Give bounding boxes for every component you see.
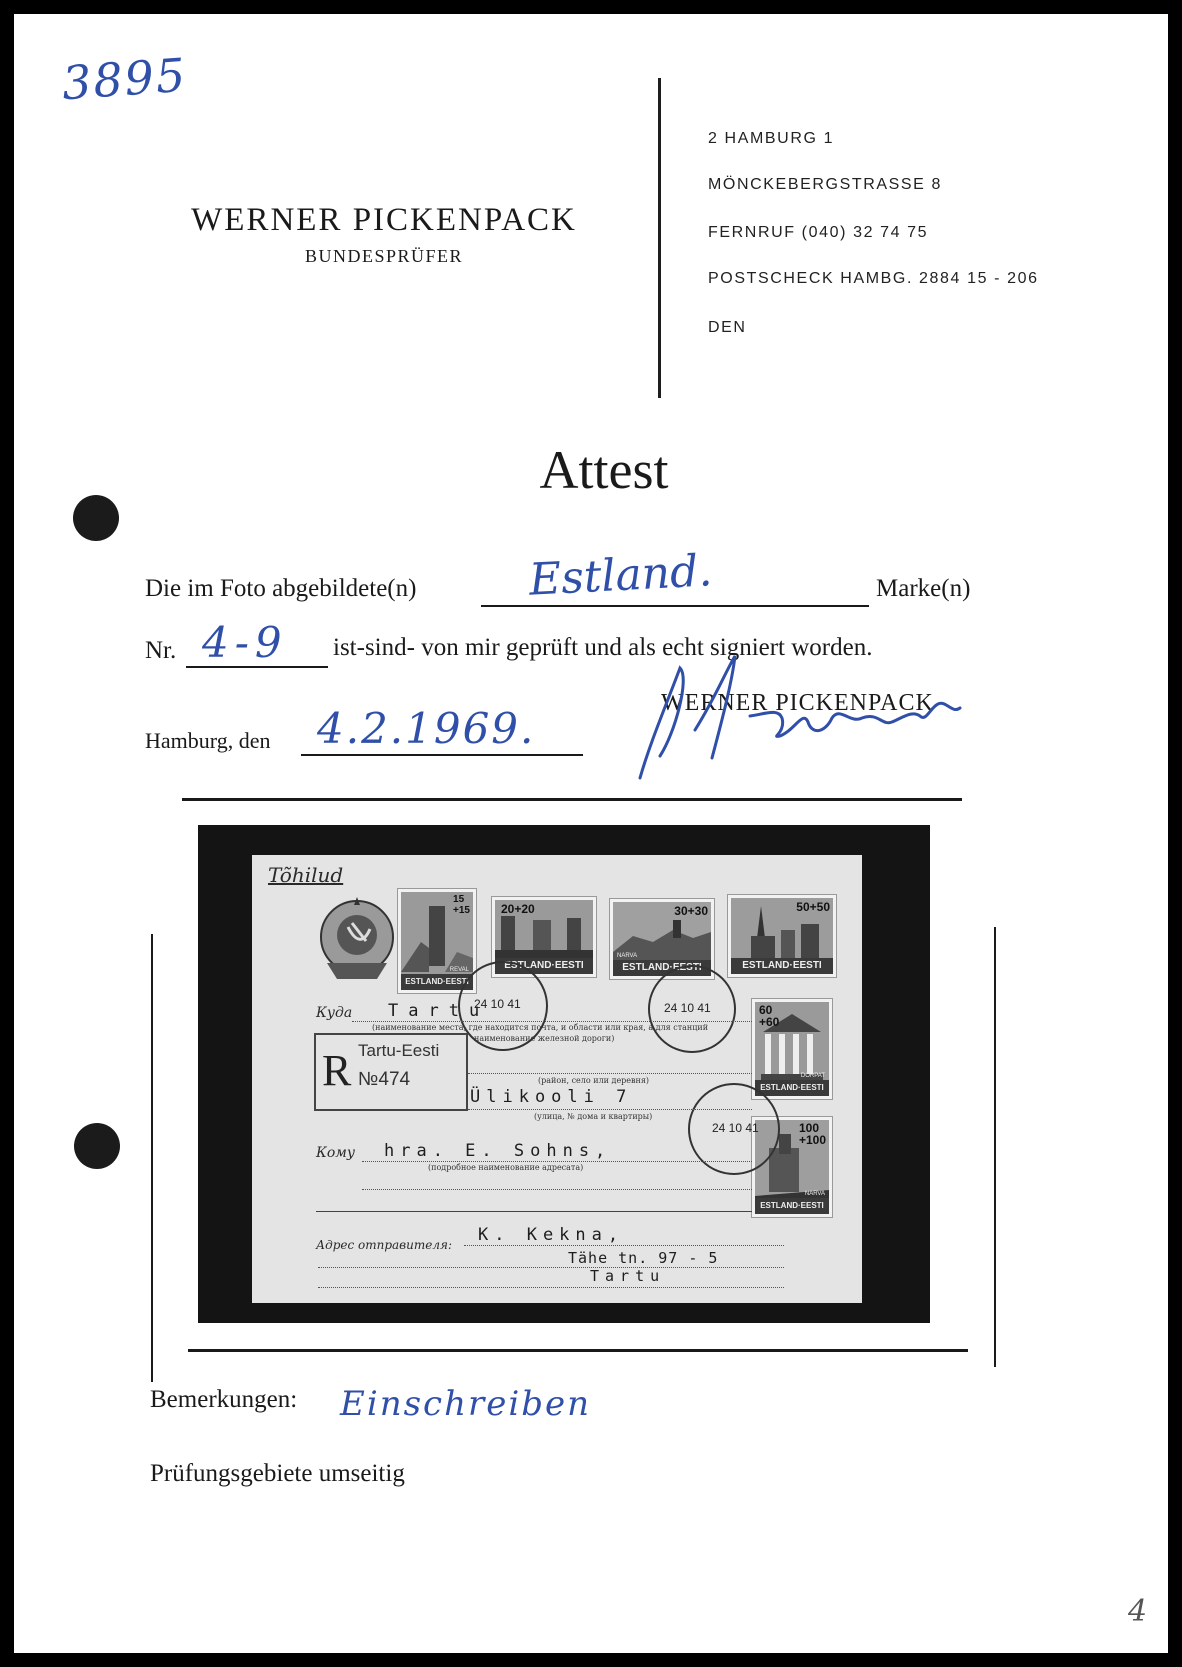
stamp-20-value: 20+20 [501, 902, 535, 916]
attest-heading: Attest [539, 440, 669, 500]
stamp-50 [728, 895, 836, 977]
kuda-value: Tartu [388, 1001, 490, 1021]
registration-number: №474 [358, 1069, 411, 1090]
bottom-rule [188, 1349, 968, 1352]
stamp-15-location: REVAL [449, 967, 469, 973]
cover-photograph [198, 825, 930, 1323]
cover-annotation: Tõhilud [268, 863, 344, 887]
ussr-emblem [312, 893, 402, 985]
sender-street: Tähe tn. 97 - 5 [568, 1249, 719, 1267]
divider-solid [316, 1211, 752, 1212]
komu-line [362, 1161, 752, 1162]
line1-prefix: Die im Foto abgebildete(n) [145, 575, 417, 602]
address-date-label: DEN [708, 319, 747, 336]
signer-name: WERNER PICKENPACK [661, 690, 934, 716]
stamp-60-value: 60 +60 [759, 1003, 780, 1029]
right-side-rule [994, 927, 996, 1367]
registration-label [314, 1033, 468, 1111]
street-hint: (улица, № дома и квартиры) [534, 1112, 653, 1121]
postmark-1-date: 24 10 41 [474, 997, 521, 1011]
certificate-sheet [14, 14, 1168, 1653]
sender-label: Адрес отправителя: [316, 1238, 453, 1252]
address-city: 2 HAMBURG 1 [708, 130, 835, 147]
district-line [468, 1073, 752, 1074]
kuda-hint-2: наименование железной дороги) [474, 1034, 615, 1043]
sender-line-1 [464, 1245, 784, 1246]
punch-hole-bottom [74, 1123, 120, 1169]
line1-value: Estland. [527, 545, 714, 606]
line2-suffix: ist-sind- von mir geprüft und als echt signiert worden. [333, 634, 873, 661]
letterhead-divider [658, 78, 661, 398]
sender-name: K. Kekna, [478, 1225, 625, 1245]
stamp-20-country: ESTLAND·EESTI [495, 958, 593, 974]
district-hint: (район, село или деревня) [538, 1076, 650, 1085]
address-postscheck: POSTSCHECK HAMBG. 2884 15 - 206 [708, 270, 1039, 287]
komu-hint: (подробное наименование адресата) [428, 1163, 584, 1172]
line2-prefix: Nr. [145, 637, 177, 664]
registration-letter: R [322, 1046, 352, 1095]
postmark-2-date: 24 10 41 [664, 1001, 711, 1015]
stamp-100-value: 100 +100 [798, 1121, 826, 1147]
stamp-60-location: DORPAT [800, 1073, 825, 1079]
sender-line-2 [318, 1267, 784, 1268]
line1-suffix: Marke(n) [876, 575, 971, 602]
line2-value: 4-9 [202, 618, 288, 667]
letterhead-title: BUNDESPRÜFER [304, 246, 464, 266]
stamp-50-country: ESTLAND·EESTI [731, 958, 833, 974]
address-phone: FERNRUF (040) 32 74 75 [708, 224, 929, 241]
stamp-100-country: ESTLAND·EESTI [755, 1198, 829, 1214]
page-number: 4 [1128, 1594, 1148, 1629]
remarks-label: Bemerkungen: [150, 1386, 298, 1413]
stamp-15-value: 15 +15 [453, 894, 470, 916]
address-street: MÖNCKEBERGSTRASSE 8 [708, 176, 943, 193]
stamp-30-location: NARVA [617, 953, 638, 959]
punch-hole-top [73, 495, 119, 541]
date-value: 4.2.1969. [317, 704, 536, 753]
signature-graphic [620, 638, 1040, 788]
stamp-50-value: 50+50 [796, 900, 830, 914]
komu-line-2 [362, 1189, 752, 1190]
stamp-15-country: ESTLAND·EESTI [401, 974, 473, 990]
remarks-value: Einschreiben [340, 1384, 592, 1424]
registration-office: Tartu-Eesti [358, 1041, 440, 1060]
kuda-line [352, 1021, 752, 1022]
stamp-60-country: ESTLAND·EESTI [755, 1080, 829, 1096]
letterhead-name: WERNER PICKENPACK [191, 202, 577, 238]
top-rule [182, 798, 962, 801]
stamp-15 [398, 889, 476, 993]
date-underline [301, 754, 583, 756]
kuda-hint-1: (наименование места, где находится почта, и области или края, а для станций [372, 1023, 709, 1032]
place-prefix: Hamburg, den [145, 728, 271, 753]
street-value: Ülikooli 7 [470, 1087, 633, 1107]
stamp-100-location: NARVA [804, 1191, 825, 1197]
stamp-30-country: ESTLAND·EESTI [613, 960, 711, 976]
street-line [468, 1109, 752, 1110]
envelope [252, 855, 862, 1303]
postmark-3-date: 24 10 41 [712, 1121, 759, 1135]
left-side-rule [151, 934, 153, 1382]
inventory-note: 3895 [60, 47, 189, 111]
stamp-60 [752, 999, 832, 1099]
sender-city: Tartu [590, 1267, 666, 1285]
komu-value: hra. E. Sohns, [384, 1141, 612, 1161]
sender-line-3 [318, 1287, 784, 1288]
footer-note: Prüfungsgebiete umseitig [150, 1460, 405, 1487]
kuda-label: Куда [316, 1005, 353, 1021]
komu-label: Кому [316, 1145, 355, 1161]
stamp-30-value: 30+30 [674, 904, 708, 918]
